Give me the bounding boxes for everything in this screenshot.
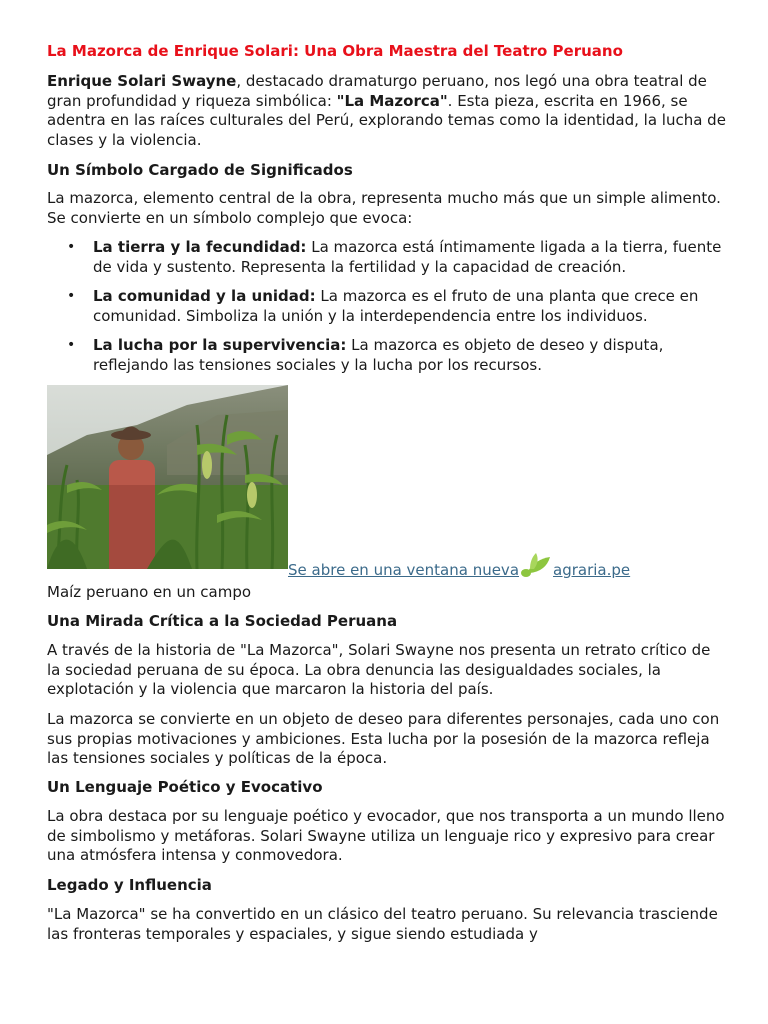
legacy-paragraph-text: "La Mazorca" se ha convertido en un clásico del teatro peruano. Su relevancia trasciende las fronteras temporales y espaciales, y sigue siendo estudiada y [47,905,718,943]
list-item [47,238,727,277]
open-new-window-link[interactable]: Se abre en una ventana nueva [288,561,520,579]
critique-paragraph-2-text: La mazorca se convierte en un objeto de deseo para diferentes personajes, cada uno con sus propias motivaciones y ambiciones. Esta lucha por la posesión de la mazorca refleja las tensiones sociales y políticas de la época. [47,710,720,767]
intro-text-2: . Esta pieza, escrita en 1966, se adentra en las raíces culturales del Perú, explorando temas como la identidad, la lucha de clases y la violencia. [47,91,726,149]
legacy-paragraph [47,905,727,944]
list-item-text: La mazorca es el fruto de una planta que crece en comunidad. Simboliza la unión y la interdependencia entre los individuos. [93,287,699,325]
intro-paragraph [47,72,727,150]
critique-paragraph-2 [47,710,727,769]
list-item-term: La lucha por la supervivencia: [93,336,347,354]
list-item [47,336,727,375]
section-heading-legacy: Legado y Influencia [47,876,212,894]
list-item-text: La mazorca está íntimamente ligada a la tierra, fuente de vida y sustento. Representa la fertilidad y la capacidad de creación. [93,238,722,276]
leaf-logo-icon [520,553,552,585]
section-heading-language: Un Lenguaje Poético y Evocativo [47,778,323,796]
bullet-icon: • [67,337,76,353]
list-item [47,287,727,326]
intro-text-1: , destacado dramaturgo peruano, nos legó una obra teatral de gran profundidad y riqueza simbólica: [47,72,707,110]
symbol-paragraph-text: La mazorca, elemento central de la obra, representa mucho más que un simple alimento. Se convierte en un símbolo complejo que evoca: [47,189,721,227]
image-caption [47,583,727,603]
list-item-term: La comunidad y la unidad: [93,287,316,305]
article-title: La Mazorca de Enrique Solari: Una Obra Maestra del Teatro Peruano [47,42,623,60]
bullet-icon: • [67,239,76,255]
language-paragraph [47,807,727,866]
critique-paragraph-1-text: A través de la historia de "La Mazorca", Solari Swayne nos presenta un retrato crítico de la sociedad peruana de su época. La obra denuncia las desigualdades sociales, la explotación y la violencia que marcaron la historia del país. [47,641,711,698]
symbol-list [47,238,727,375]
section-heading-critique: Una Mirada Crítica a la Sociedad Peruana [47,612,398,630]
bullet-icon: • [67,288,76,304]
farmer-cornfield-photo[interactable] [47,385,288,569]
language-paragraph-text: La obra destaca por su lenguaje poético y evocador, que nos transporta a un mundo lleno de simbolismo y metáforas. Solari Swayne utiliza un lenguaje rico y expresivo para crear una atmósfera intensa y conmovedora. [47,807,725,864]
author-name: Enrique Solari Swayne [47,72,237,90]
critique-paragraph-1 [47,641,727,700]
list-item-text: La mazorca es objeto de deseo y disputa, reflejando las tensiones sociales y la lucha por los recursos. [93,336,664,374]
symbol-paragraph [47,189,727,228]
list-item-term: La tierra y la fecundidad: [93,238,307,256]
section-heading-symbol: Un Símbolo Cargado de Significados [47,161,353,179]
image-caption-text: Maíz peruano en un campo [47,583,252,601]
image-source-line [288,553,630,585]
agraria-source-link[interactable]: agraria.pe [553,561,631,579]
work-title: "La Mazorca" [336,91,448,110]
